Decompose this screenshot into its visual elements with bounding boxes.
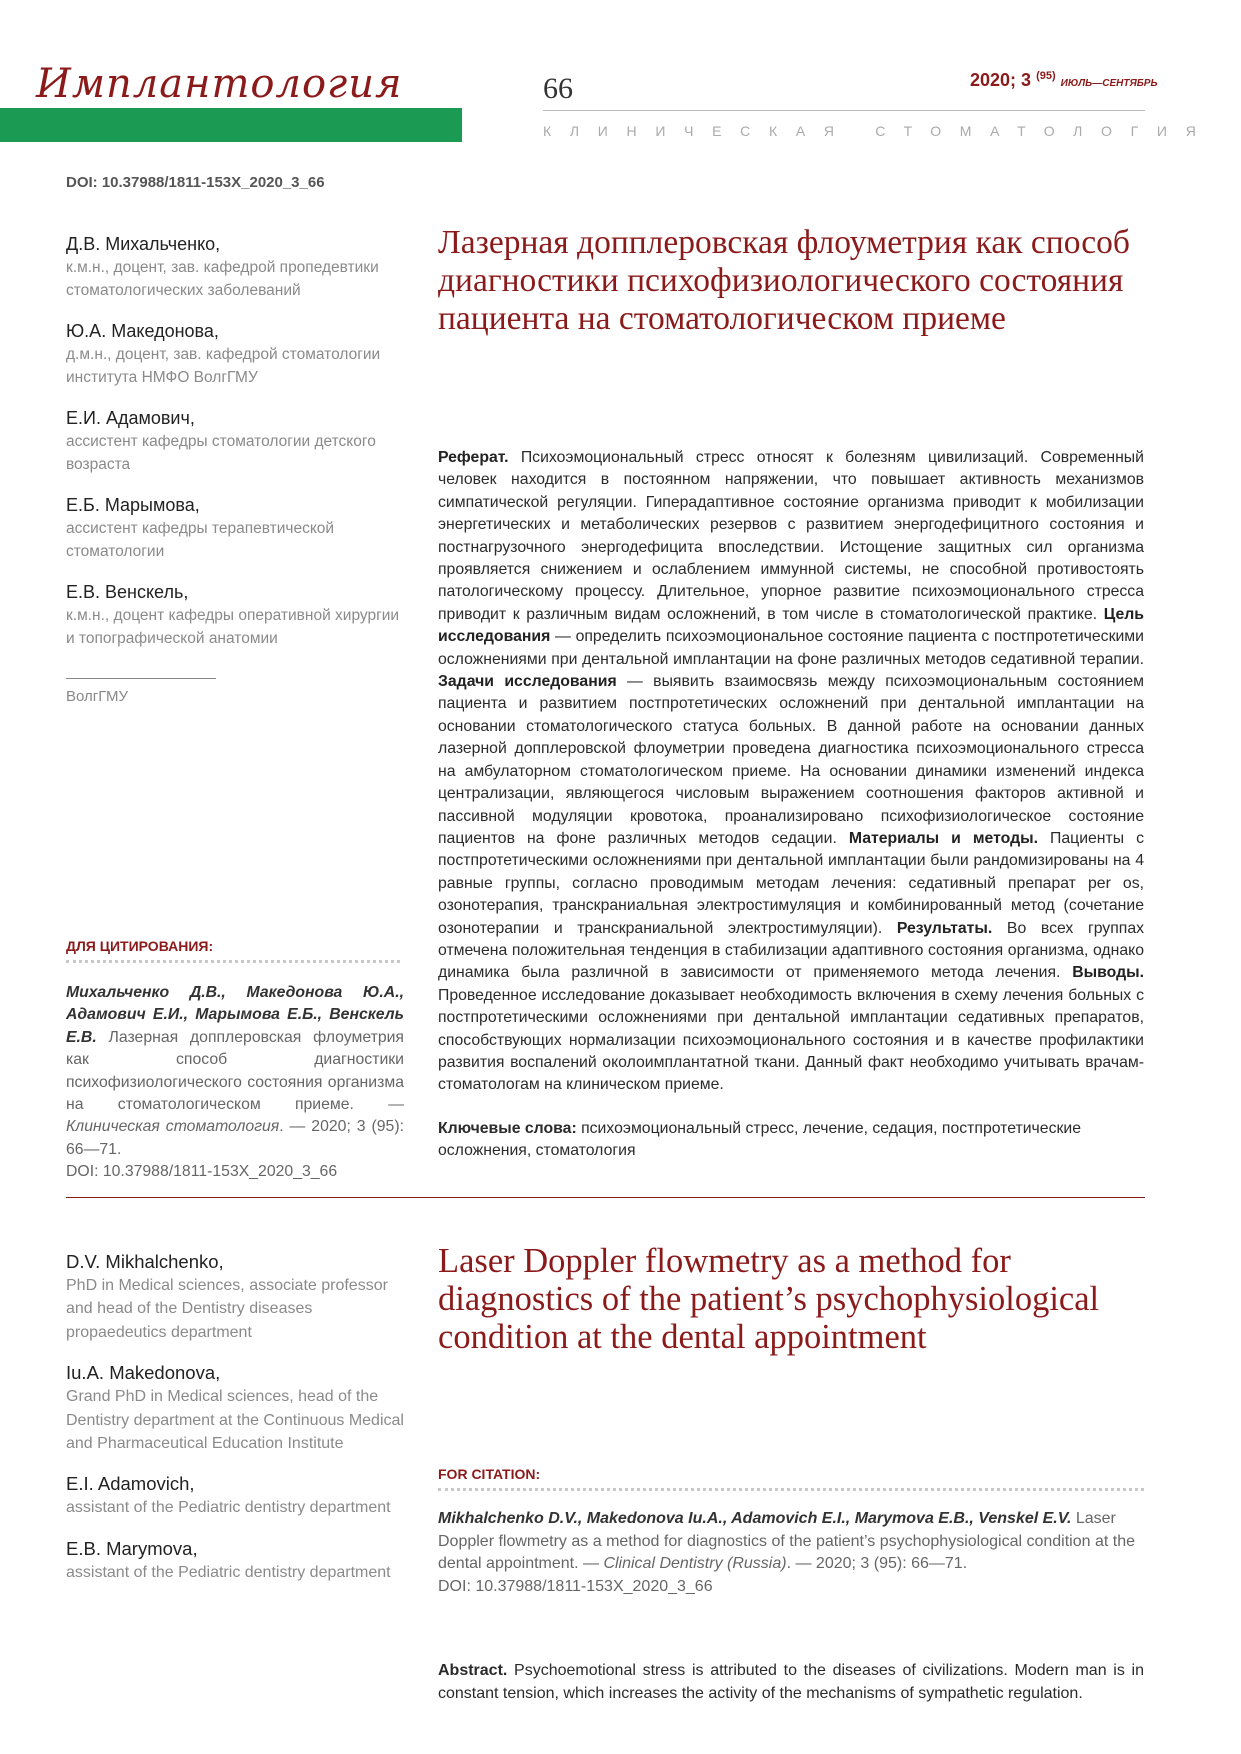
methods-label: Материалы и методы. xyxy=(848,829,1039,847)
author-ru xyxy=(66,406,406,476)
author-ru xyxy=(66,319,406,389)
issue-info xyxy=(970,70,1158,91)
author-name: Iu.A. Makedonova, xyxy=(66,1362,221,1384)
methods-text: Пациенты с постпротетическими осложнениями при дентальной имплантации были рандомизированы на 4 равные группы, согласно проводимым методам лечения: седативный препарат per os, озонотерапия, транскраниальная электростимуляция и комбинированный метод (сочетание озонотерапии и транскраниальной электростимуляции). xyxy=(438,829,1145,937)
citation-text: Laser Doppler flowmetry as a method for diagnostics of the patient’s psychophysiological condition at the dental appointment. — xyxy=(438,1510,1135,1573)
author-affiliation: ассистент кафедры терапевтической стоматологии xyxy=(66,520,335,560)
author-name: E.I. Adamovich, xyxy=(66,1473,195,1495)
keywords-label: Ключевые слова: xyxy=(438,1120,577,1137)
issue-months: ИЮЛЬ—СЕНТЯБРЬ xyxy=(1060,78,1158,89)
citation-dotted-rule xyxy=(66,960,400,963)
author-name: E.B. Marymova, xyxy=(66,1537,198,1559)
author-en xyxy=(66,1250,416,1344)
authors-en xyxy=(66,1250,416,1601)
citation-authors: Mikhalchenko D.V., Makedonova Iu.A., Adamovich E.I., Marymova E.B., Venskel E.V. xyxy=(438,1510,1072,1527)
header-green-bar xyxy=(0,108,462,142)
author-affiliation: Grand PhD in Medical sciences, head of the Dentistry department at the Continuous Medical and Pharmaceutical Education Institute xyxy=(66,1388,404,1453)
tasks-label: Задачи исследования xyxy=(438,673,617,691)
author-name: Е.Б. Марымова, xyxy=(66,495,200,515)
citation-dotted-rule xyxy=(438,1488,1144,1491)
citation-tail: . — 2020; 3 (95): 66—71. xyxy=(786,1555,968,1573)
author-ru xyxy=(66,580,406,650)
keywords-text: психоэмоциональный стресс, лечение, седация, постпротетические осложнения, стоматология xyxy=(438,1120,1081,1160)
author-name: Ю.А. Македонова, xyxy=(66,321,219,341)
author-affiliation: д.м.н., доцент, зав. кафедрой стоматологии института НМФО ВолгГМУ xyxy=(66,346,381,386)
journal-name: КЛИНИЧЕСКАЯ СТОМАТОЛОГИЯ xyxy=(543,123,1215,139)
citation-journal: Clinical Dentistry (Russia) xyxy=(603,1555,787,1573)
goal-label: Цель исследования xyxy=(438,605,1144,646)
author-affiliation: assistant of the Pediatric dentistry department xyxy=(66,1563,391,1581)
citation-authors: Михальченко Д.В., Македонова Ю.А., Адамович Е.И., Марымова Е.Б., Венскель Е.В. xyxy=(66,984,404,1046)
author-ru xyxy=(66,493,406,563)
abstract-en xyxy=(438,1660,1144,1705)
tasks-text: — выявить взаимосвязь между психоэмоциональным состоянием пациента и развитием постпротетических осложнений при дентальной имплантации на основании стоматологического статуса больных. В данной работе на основании данных лазерной допплеровской флоуметрии проведена диагностика психоэмоционального стресса на амбулаторном стоматологическом приеме. На основании динамики изменений индекса централизации, являющегося числовым выражением соотношения факторов активной и пассивной модуляции кровотока, проанализировано психофизиологическое состояние пациентов на фоне различных методов седации. xyxy=(438,673,1144,847)
author-name: Е.В. Венскель, xyxy=(66,582,189,602)
author-affiliation: PhD in Medical sciences, associate professor and head of the Dentistry diseases propaedeutics department xyxy=(66,1277,388,1341)
citation-doi: DOI: 10.37988/1811-153X_2020_3_66 xyxy=(438,1577,713,1595)
citation-heading-ru: ДЛЯ ЦИТИРОВАНИЯ: xyxy=(66,938,214,954)
doi-top: DOI: 10.37988/1811-153X_2020_3_66 xyxy=(66,174,325,191)
abstract-ru xyxy=(438,447,1144,1097)
institution: ВолгГМУ xyxy=(66,688,129,705)
abstract-text: Psychoemotional stress is attributed to the diseases of civilizations. Modern man is in constant tension, which increases the activity of the mechanisms of sympathetic regulation. xyxy=(438,1662,1144,1702)
article-title-en: Laser Doppler flowmetry as a method for diagnostics of the patient’s psychophysiological condition at the dental appointment xyxy=(438,1242,1100,1356)
author-name: Д.В. Михальченко, xyxy=(66,234,221,254)
abstract-label: Abstract. xyxy=(438,1662,508,1679)
citation-ru xyxy=(66,982,404,1184)
author-affiliation: assistant of the Pediatric dentistry department xyxy=(66,1499,391,1517)
keywords-ru xyxy=(438,1118,1144,1163)
abstract-text: Психоэмоциональный стресс относят к болезням цивилизаций. Современный человек находится в постоянном напряжении, что повышает активность механизмов симпатической регуляции. Гиперадаптивное состояние организма приводит к мобилизации энергетических и метаболических резервов с развитием энергодефицитного состояния и постнагрузочного энергодефицита впоследствии. Истощение защитных сил организма проявляется снижением и ослаблением иммунной системы, не способной противостоять патологическому процессу. Длительное, упорное развитие психоэмоционального стресса приводит к различным видам осложнений, в том числе в стоматологической практике. xyxy=(438,449,1144,623)
author-affiliation: ассистент кафедры стоматологии детского возраста xyxy=(66,433,376,473)
abstract-label: Реферат. xyxy=(438,449,509,466)
results-text: Во всех группах отмечена положительная тенденция в стабилизации адаптивного состояния организма, однако динамика была различной в зависимости от применяемого метода лечения. xyxy=(438,919,1145,982)
page-number: 66 xyxy=(543,72,573,105)
author-affiliation: к.м.н., доцент, зав. кафедрой пропедевтики стоматологических заболеваний xyxy=(66,259,379,299)
citation-text: Лазерная допплеровская флоуметрия как способ диагностики психофизиологического состояния организма на стоматологическом приеме. — xyxy=(66,1028,404,1114)
author-name: D.V. Mikhalchenko, xyxy=(66,1251,224,1272)
citation-tail: . — 2020; 3 (95): 66—71. xyxy=(66,1118,404,1158)
goal-text: — определить психоэмоциональное состояние пациента с постпротетическими осложнениями при дентальной имплантации на фоне различных методов седативной терапии. xyxy=(438,628,1144,668)
authors-ru xyxy=(66,232,406,667)
citation-en xyxy=(438,1508,1144,1598)
results-label: Результаты. xyxy=(896,919,993,937)
affiliation-divider xyxy=(66,678,216,679)
issue-main: 2020; 3 xyxy=(970,70,1032,90)
author-en xyxy=(66,1537,416,1584)
article-title-ru: Лазерная допплеровская флоуметрия как способ диагностики психофизиологического состояния пациента на стоматологическом приеме xyxy=(438,224,1130,337)
journal-section-logo: Имплантология xyxy=(36,61,403,107)
header-rule xyxy=(543,110,1145,111)
author-name: Е.И. Адамович, xyxy=(66,408,195,428)
issue-number: (95) xyxy=(1036,70,1056,82)
citation-journal: Клиническая стоматология xyxy=(66,1118,280,1136)
conclusions-text: Проведенное исследование доказывает необходимость включения в схему лечения больных с постпротетическими осложнениями при дентальной имплантации седативных препаратов, способствующих нормализации психоэмоционального состояния и в качестве профилактики развития воспалений околоимплантатной ткани. Данный факт необходимо учитывать врачам-стоматологам на клиническом приеме. xyxy=(438,986,1144,1094)
author-en xyxy=(66,1472,416,1519)
author-affiliation: к.м.н., доцент кафедры оперативной хирургии и топографической анатомии xyxy=(66,607,400,647)
conclusions-label: Выводы. xyxy=(1072,964,1144,982)
citation-heading-en: FOR CITATION: xyxy=(438,1466,541,1482)
author-en xyxy=(66,1361,416,1455)
citation-doi: DOI: 10.37988/1811-153X_2020_3_66 xyxy=(66,1163,338,1181)
author-ru xyxy=(66,232,406,302)
section-divider xyxy=(66,1197,1145,1198)
